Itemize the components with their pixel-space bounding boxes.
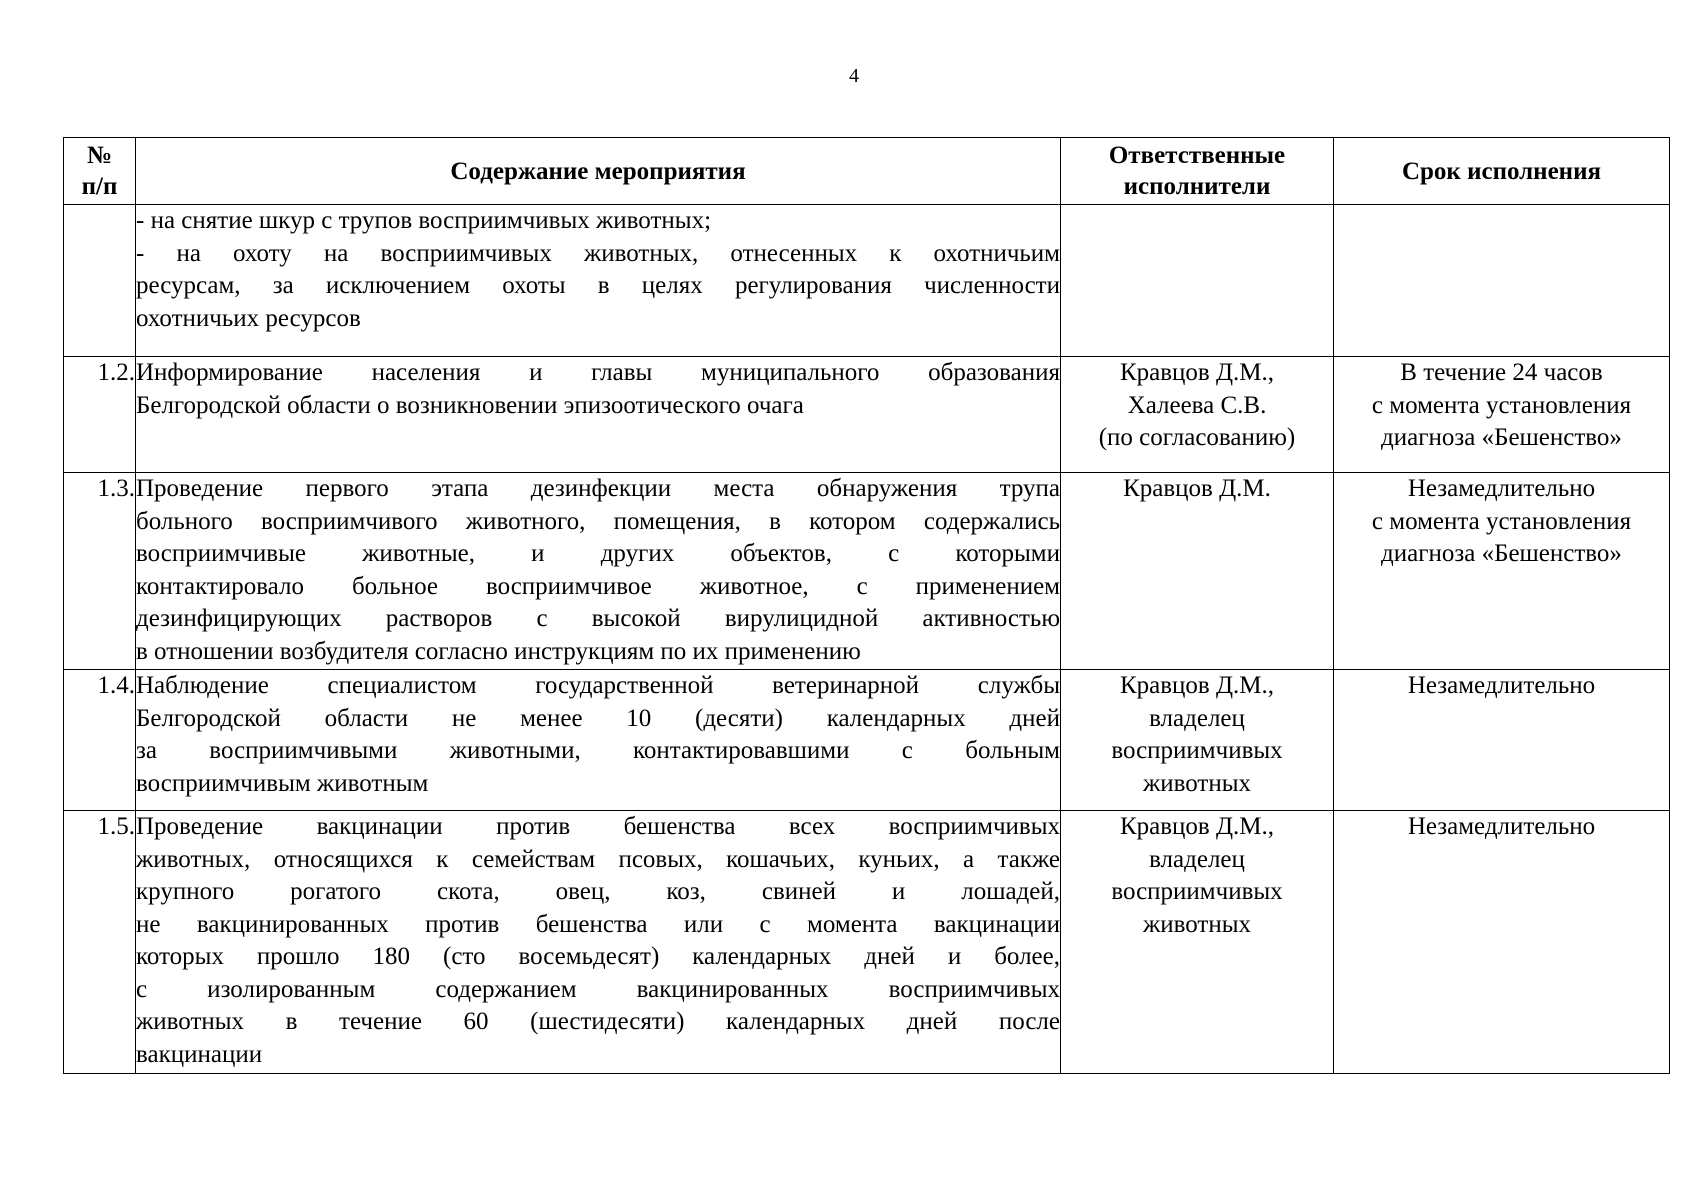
content-line: Проведение первого этапа дезинфекции места обнаружения трупа bbox=[136, 475, 1060, 502]
table-row bbox=[64, 473, 1670, 670]
table-row bbox=[64, 205, 1670, 357]
content-line: не вакцинированных против бешенства или с момента вакцинации bbox=[136, 910, 1060, 938]
responsible-line: Кравцов Д.М. bbox=[1123, 475, 1271, 502]
content-line: животных в течение 60 (шестидесяти) календарных дней после bbox=[136, 1008, 1060, 1035]
content-line: Наблюдение специалистом государственной ветеринарной службы bbox=[136, 672, 1060, 699]
row-term bbox=[1334, 357, 1670, 473]
header-content: Содержание мероприятия bbox=[136, 138, 1061, 205]
row-number bbox=[64, 205, 136, 357]
content-line: восприимчивым животным bbox=[136, 769, 429, 797]
header-number-line: № bbox=[86, 142, 113, 169]
row-term bbox=[1334, 473, 1670, 670]
responsible-line: владелец bbox=[1149, 845, 1245, 873]
content-line: - на снятие шкур с трупов восприимчивых животных; bbox=[136, 207, 712, 234]
row-term bbox=[1334, 205, 1670, 357]
content-line: крупного рогатого скота, овец, коз, свиней и лошадей, bbox=[136, 878, 1060, 905]
responsible-line: владелец bbox=[1149, 704, 1245, 732]
term-line: с момента установления bbox=[1371, 507, 1632, 535]
row-responsible bbox=[1061, 473, 1334, 670]
row-responsible bbox=[1061, 357, 1334, 473]
responsible-line: Кравцов Д.М., bbox=[1119, 359, 1275, 386]
responsible-line: Кравцов Д.М., bbox=[1119, 672, 1275, 699]
table-row bbox=[64, 811, 1670, 1074]
content-line: восприимчивые животные, и других объектов, с которыми bbox=[136, 540, 1060, 567]
header-responsible-line: исполнители bbox=[1123, 173, 1271, 200]
term-line: Незамедлительно bbox=[1407, 475, 1596, 502]
content-line: Информирование населения и главы муниципального образования bbox=[136, 359, 1060, 386]
row-responsible bbox=[1061, 205, 1334, 357]
responsible-line: (по согласованию) bbox=[1098, 424, 1296, 451]
header-term: Срок исполнения bbox=[1334, 138, 1670, 205]
row-term bbox=[1334, 811, 1670, 1074]
measures-table bbox=[63, 137, 1670, 1074]
responsible-line: восприимчивых bbox=[1111, 737, 1283, 764]
term-line: Незамедлительно bbox=[1407, 672, 1596, 699]
row-content bbox=[136, 670, 1061, 811]
content-line: контактировало больное восприимчивое животное, с применением bbox=[136, 572, 1060, 600]
term-line: диагноза «Бешенство» bbox=[1381, 540, 1622, 567]
term-line: диагноза «Бешенство» bbox=[1381, 424, 1622, 451]
content-line: Белгородской области не менее 10 (десяти) календарных дней bbox=[136, 704, 1060, 732]
row-number: 1.3. bbox=[64, 473, 136, 670]
content-line: ресурсам, за исключением охоты в целях регулирования численности bbox=[136, 272, 1060, 299]
content-line: Белгородской области о возникновении эпизоотического очага bbox=[136, 391, 804, 419]
responsible-line: Халеева С.В. bbox=[1127, 391, 1267, 419]
content-line: охотничьих ресурсов bbox=[136, 304, 361, 332]
content-line: - на охоту на восприимчивых животных, отнесенных к охотничьим bbox=[136, 239, 1060, 267]
responsible-line: восприимчивых bbox=[1111, 878, 1283, 905]
content-line: с изолированным содержанием вакцинированных восприимчивых bbox=[136, 975, 1060, 1003]
row-content bbox=[136, 473, 1061, 670]
header-number-line: п/п bbox=[81, 173, 118, 200]
row-responsible bbox=[1061, 811, 1334, 1074]
page-number: 4 bbox=[849, 65, 859, 87]
responsible-line: Кравцов Д.М., bbox=[1119, 813, 1275, 840]
header-number bbox=[64, 138, 136, 205]
term-line: с момента установления bbox=[1371, 391, 1632, 419]
content-line: Проведение вакцинации против бешенства всех восприимчивых bbox=[136, 813, 1060, 840]
term-line: В течение 24 часов bbox=[1400, 359, 1603, 386]
row-content bbox=[136, 357, 1061, 473]
content-line: больного восприимчивого животного, помещения, в котором содержались bbox=[136, 507, 1060, 535]
content-line: животных, относящихся к семействам псовых, кошачьих, куньих, а также bbox=[136, 845, 1060, 873]
header-responsible bbox=[1061, 138, 1334, 205]
content-line: в отношении возбудителя согласно инструкциям по их применению bbox=[136, 637, 861, 665]
row-number: 1.2. bbox=[64, 357, 136, 473]
content-line: которых прошло 180 (сто восемьдесят) календарных дней и более, bbox=[136, 943, 1060, 970]
row-content bbox=[136, 811, 1061, 1074]
content-line: дезинфицирующих растворов с высокой вирулицидной активностью bbox=[136, 605, 1060, 632]
table-header-row bbox=[64, 138, 1670, 205]
content-line: за восприимчивыми животными, контактировавшими с больным bbox=[136, 737, 1060, 764]
header-responsible-line: Ответственные bbox=[1108, 142, 1286, 169]
responsible-line: животных bbox=[1142, 769, 1252, 797]
responsible-line: животных bbox=[1142, 910, 1252, 938]
content-line: вакцинации bbox=[136, 1040, 263, 1068]
table-row bbox=[64, 670, 1670, 811]
row-content bbox=[136, 205, 1061, 357]
table-row bbox=[64, 357, 1670, 473]
row-number: 1.5. bbox=[64, 811, 136, 1074]
row-responsible bbox=[1061, 670, 1334, 811]
row-number: 1.4. bbox=[64, 670, 136, 811]
term-line: Незамедлительно bbox=[1407, 813, 1596, 840]
row-term bbox=[1334, 670, 1670, 811]
